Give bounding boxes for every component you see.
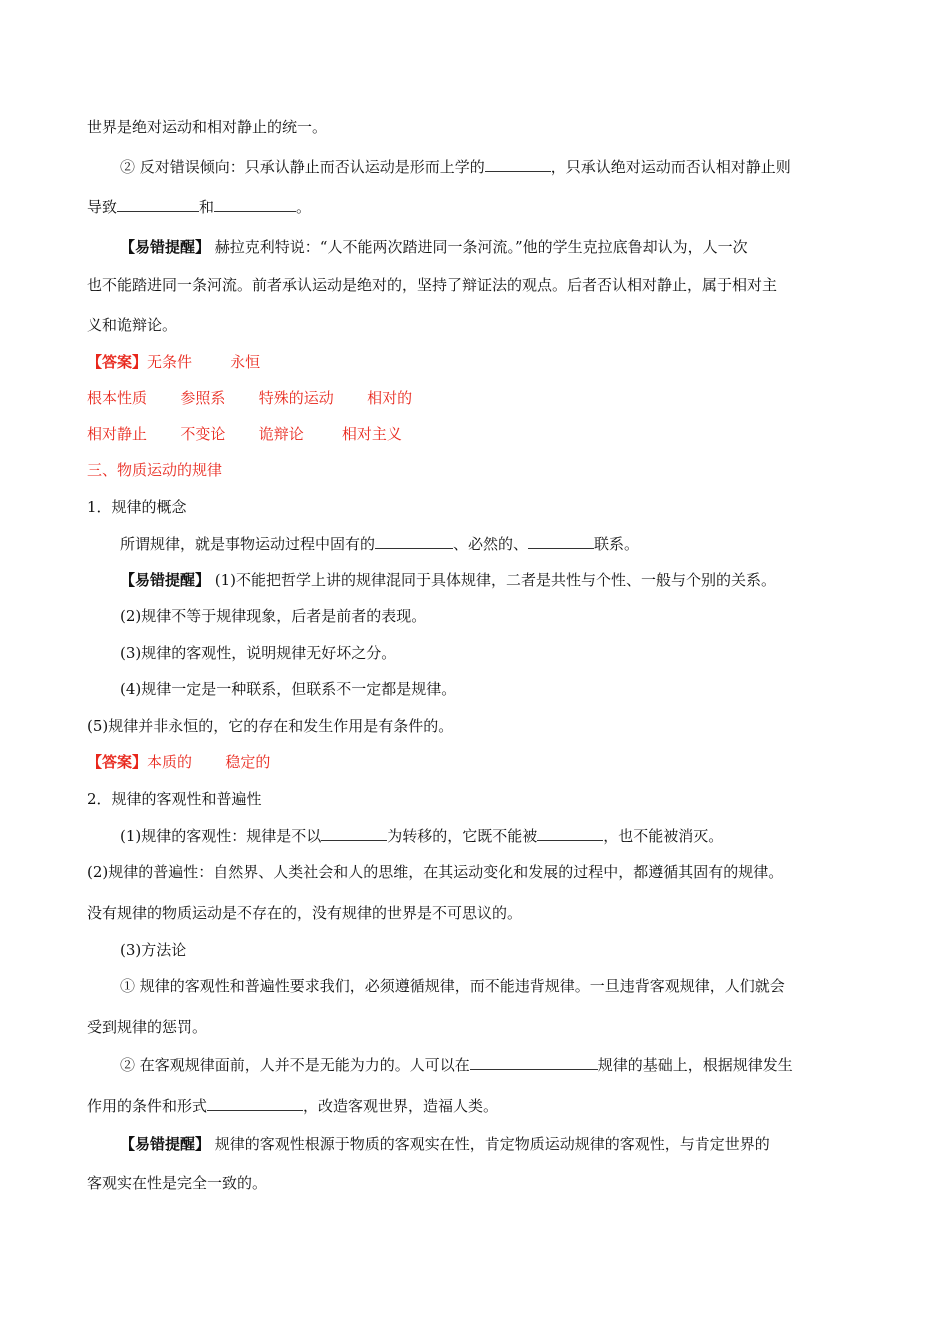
answer-text: 根本性质 参照系 特殊的运动 相对的 — [87, 389, 413, 407]
fill-blank — [117, 197, 199, 212]
text-line — [87, 315, 177, 335]
paragraph-text: 没有规律的物质运动是不存在的，没有规律的世界是不可思议的。 — [87, 904, 523, 922]
text-line — [120, 606, 426, 626]
tip-tag: 【易错提醒】 — [120, 571, 211, 589]
fill-blank — [321, 826, 387, 841]
section-title: 三、物质运动的规律 — [87, 461, 223, 479]
paragraph-text: (1)规律的客观性：规律是不以 — [120, 827, 322, 845]
subheading-text: 1．规律的概念 — [87, 498, 187, 516]
fill-blank — [207, 1096, 303, 1111]
paragraph-text: 所谓规律，就是事物运动过程中固有的 — [120, 535, 376, 553]
fill-blank — [214, 197, 296, 212]
paragraph-text: 规律的客观性根源于物质的客观实在性，肯定物质运动规律的客观性，与肯定世界的 — [210, 1135, 770, 1153]
answer-text: 无条件 永恒 — [147, 353, 261, 371]
paragraph-text: 受到规律的惩罚。 — [87, 1018, 208, 1036]
subheading-text: 2．规律的客观性和普遍性 — [87, 790, 262, 808]
text-line — [120, 157, 791, 177]
text-line — [87, 862, 783, 882]
paragraph-text: 导致 — [87, 198, 118, 216]
paragraph-text: 赫拉克利特说：“人不能两次踏进同一条河流。”他的学生克拉底鲁却认为，人一次 — [210, 238, 748, 256]
section-heading — [87, 460, 222, 480]
text-line — [87, 117, 327, 137]
paragraph-text: 为转移的，它既不能被 — [387, 827, 538, 845]
text-line — [120, 643, 396, 663]
text-line — [120, 1134, 770, 1154]
fill-blank — [537, 826, 603, 841]
paragraph-text: 作用的条件和形式 — [87, 1097, 208, 1115]
paragraph-text: ② 在客观规律面前，人并不是无能为力的。人可以在 — [120, 1056, 470, 1074]
text-line — [87, 903, 522, 923]
paragraph-text: (4)规律一定是一种联系，但联系不一定都是规律。 — [120, 680, 457, 698]
paragraph-text: (5)规律并非永恒的，它的存在和发生作用是有条件的。 — [87, 717, 454, 735]
paragraph-text: 、必然的、 — [453, 535, 529, 553]
text-line — [120, 940, 186, 960]
paragraph-text: 世界是绝对运动和相对静止的统一。 — [87, 118, 328, 136]
answer-line — [87, 388, 412, 408]
text-line — [120, 826, 723, 846]
text-line — [120, 534, 639, 554]
paragraph-text: (2)规律的普遍性：自然界、人类社会和人的思维，在其运动变化和发展的过程中，都遵循其固有的规律。 — [87, 863, 784, 881]
answer-line — [87, 424, 402, 444]
answer-text: 本质的 稳定的 — [147, 753, 271, 771]
text-line — [87, 716, 453, 736]
fill-blank — [375, 534, 453, 549]
answer-text: 相对静止 不变论 诡辩论 相对主义 — [87, 425, 402, 443]
paragraph-text: 义和诡辩论。 — [87, 316, 178, 334]
text-line — [120, 976, 785, 996]
fill-blank — [528, 534, 594, 549]
text-line — [120, 679, 456, 699]
paragraph-text: 规律的基础上，根据规律发生 — [597, 1056, 793, 1074]
paragraph-text: 联系。 — [594, 535, 640, 553]
text-line — [87, 1173, 267, 1193]
paragraph-text: (3)方法论 — [120, 941, 187, 959]
tip-tag: 【易错提醒】 — [120, 1135, 211, 1153]
paragraph-text: ，只承认绝对运动而否认相对静止则 — [550, 158, 791, 176]
text-line — [120, 570, 776, 590]
answer-tag: 【答案】 — [87, 353, 148, 371]
paragraph-text: ① 规律的客观性和普遍性要求我们，必须遵循规律，而不能违背规律。一旦违背客观规律，人们就会 — [120, 977, 785, 995]
fill-blank — [470, 1055, 598, 1070]
text-line — [87, 197, 311, 217]
subheading — [87, 789, 262, 809]
text-line — [87, 275, 777, 295]
subheading — [87, 497, 187, 517]
paragraph-text: (2)规律不等于规律现象，后者是前者的表现。 — [120, 607, 427, 625]
fill-blank — [485, 157, 551, 172]
answer-line — [87, 352, 260, 372]
paragraph-text: 客观实在性是完全一致的。 — [87, 1174, 268, 1192]
paragraph-text: ，改造客观世界，造福人类。 — [303, 1097, 499, 1115]
paragraph-text: ② 反对错误倾向：只承认静止而否认运动是形而上学的 — [120, 158, 485, 176]
paragraph-text: 也不能踏进同一条河流。前者承认运动是绝对的，坚持了辩证法的观点。后者否认相对静止，属于相对主 — [87, 276, 778, 294]
paragraph-text: (1)不能把哲学上讲的规律混同于具体规律，二者是共性与个性、一般与个别的关系。 — [210, 571, 777, 589]
text-line — [87, 1017, 207, 1037]
answer-tag: 【答案】 — [87, 753, 148, 771]
paragraph-text: (3)规律的客观性，说明规律无好坏之分。 — [120, 644, 397, 662]
text-line — [120, 237, 748, 257]
paragraph-text: ，也不能被消灭。 — [603, 827, 724, 845]
paragraph-text: 和 — [199, 198, 215, 216]
text-line — [120, 1055, 793, 1075]
text-line — [87, 1096, 498, 1116]
answer-line — [87, 752, 270, 772]
tip-tag: 【易错提醒】 — [120, 238, 211, 256]
paragraph-text: 。 — [296, 198, 312, 216]
